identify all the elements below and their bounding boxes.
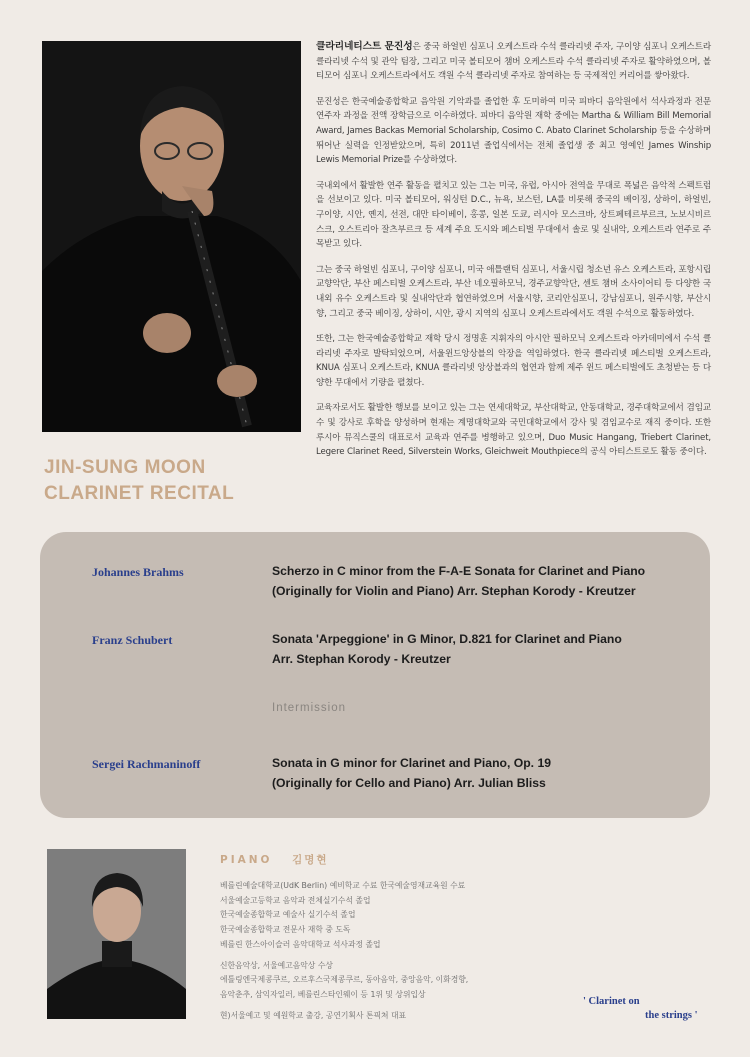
- composer-name: Sergei Rachmaninoff: [92, 757, 201, 771]
- bio-paragraph-3: 국내외에서 활발한 연주 활동을 펼치고 있는 그는 미국, 유럽, 아시아 전역을 무대로 폭넓은 음악적 스펙트럼을 선보이고 있다. 미국 볼티모어, 워싱턴 D.C., 뉴욕, 보스턴, LA를 비롯해 중국의 베이징, 상하이, 하얼빈, 구이양, 시안, 옌지, 선전, 대만 타이베이, 홍콩, 일본 도쿄, 러시아 모스크바, 상트페테르부르크, 노보시비르스크, 오스트리아 잘츠부르크 등 세계 주요 도시와 페스티벌 무대에서 솔로 및 실내악, 오케스트라 연주로 주목받고 있다.: [316, 180, 711, 250]
- bio-paragraph-4: 그는 중국 하얼빈 심포니, 구이양 심포니, 미국 애틀랜틱 심포니, 서울시립 청소년 유스 오케스트라, 포항시립교향악단, 부산 페스티벌 오케스트라, 부산 네오필하모닉, 경주교향악단, 센토 챔버 소사이어티 등 다양한 국내외 유수 오케스트라 및 실내악단과 협연하였으며 서울시향, 코리안심포니, 강남심포니, 원주시향, 부산시향, 그리고 중국 베이징, 상하이, 시안, 광시 지역의 심포니 오케스트라에서도 객원 수석으로 활동하였다.: [316, 264, 711, 319]
- composer-name: Johannes Brahms: [92, 565, 184, 579]
- work-title: Scherzo in C minor from the F-A-E Sonata for Clarinet and Piano (Originally for Violin and Piano) Arr. Stephan Korody - Kreutzer: [272, 564, 646, 598]
- pianist-role: PIANO: [220, 854, 273, 866]
- recital-title: JIN-SUNG MOON CLARINET RECITAL: [44, 457, 235, 504]
- pianist-heading: [220, 852, 329, 867]
- work-title: Sonata 'Arpeggione' in G Minor, D.821 for Clarinet and Piano Arr. Stephan Korody - Kreutzer: [272, 632, 622, 666]
- clarinetist-photo: [42, 41, 301, 432]
- bio-paragraph-5: 또한, 그는 한국예술종합학교 재학 당시 정명훈 지휘자의 아시안 필하모닉 오케스트라 아카데미에서 수석 클라리넷 주자로 발탁되었으며, 서울윈드앙상블의 악장을 역임하였다. 한국 클라리넷 페스티벌 오케스트라, KNUA 심포니 오케스트라, KNUA 클라리넷 앙상블과의 협연과 함께 제주 윈드 페스티벌에도 초청받는 등 다양한 무대에서 기량을 펼쳤다.: [316, 334, 711, 388]
- pianist-awards: 신한음악상, 서울예고음악상 수상 에틀링엔국제콩쿠르, 오르후스국제콩쿠르, 동아음악, 중앙음악, 이화경향, 음악춘추, 삼익자일러, 베를린스타인웨이 등 1위 및 상위입상: [220, 960, 469, 999]
- pianist-education: 베를린예술대학교(UdK Berlin) 예비학교 수료 한국예술영재교육원 수료 서울예술고등학교 음악과 전체실기수석 졸업 한국예술종합학교 예술사 실기수석 졸업 한국예술종합학교 전문사 재학 중 도독 베를린 한스아이슬러 음악대학교 석사과정 졸업: [220, 881, 466, 949]
- intermission-label: Intermission: [272, 702, 346, 714]
- performer-name: 클라리네티스트 문진성: [316, 41, 413, 52]
- biography: [316, 40, 711, 471]
- bio-paragraph-6: 교육자로서도 활발한 행보를 보이고 있는 그는 연세대학교, 부산대학교, 안동대학교, 경주대학교에서 겸임교수 및 강사로 후학을 양성하며 현재는 계명대학교와 국민대학교에서 강사 및 겸임교수로 재직 중이다. 또한 루시아 뮤직스쿨의 대표로서 교육과 연주를 병행하고 있으며, Duo Music Hangang, Triebert Clarinet, Legere Clarinet Reed, Silverstein Works, Gleichweit Mouthpiece의 공식 아티스트로도 활동 중이다.: [316, 403, 711, 458]
- pianist-current-position: 현)서울예고 및 예원학교 출강, 공연기획사 톤픽쳐 대표: [220, 1010, 407, 1020]
- program-box: [40, 532, 710, 818]
- work-title: Sonata in G minor for Clarinet and Piano, Op. 19 (Originally for Cello and Piano) Arr. Julian Bliss: [272, 756, 551, 790]
- pianist-biography: [220, 879, 468, 1029]
- composer-name: Franz Schubert: [92, 633, 173, 647]
- bio-paragraph-1: 클라리네티스트 문진성은 중국 하얼빈 심포니 오케스트라 수석 클라리넷 주자, 구이양 심포니 오케스트라 클라리넷 수석 및 관악 팀장, 그리고 미국 볼티모어 챔버 오케스트라 수석 클라리넷 주자로 활약하였으며, 볼티모어 심포니 오케스트라에서도 객원 수석 클라리넷 주자로 참여하는 등 국제적인 커리어를 쌓아왔다.: [316, 41, 711, 82]
- pianist-name: 김명현: [292, 854, 329, 866]
- bio-paragraph-2: 문진성은 한국예술종합학교 음악원 기악과를 졸업한 후 도미하여 미국 피바디 음악원에서 석사과정과 전문 연주자 과정을 전액 장학금으로 이수하였다. 피바디 음악원 재학 중에는 Martha & William Bill Memorial Award, James Backas Memorial Scholarship, Cosimo C. Abato Clarinet Scholarship 등을 수상하며 뛰어난 실력을 인정받았으며, 특히 2011년 졸업식에서는 전체 졸업생 중 최고 영예인 James Winship Lewis Memorial Prize를 수상하였다.: [316, 96, 711, 166]
- clarinet-on-the-strings-logo: ' Clarinet on the strings ': [583, 996, 698, 1021]
- pianist-photo: [47, 849, 186, 1019]
